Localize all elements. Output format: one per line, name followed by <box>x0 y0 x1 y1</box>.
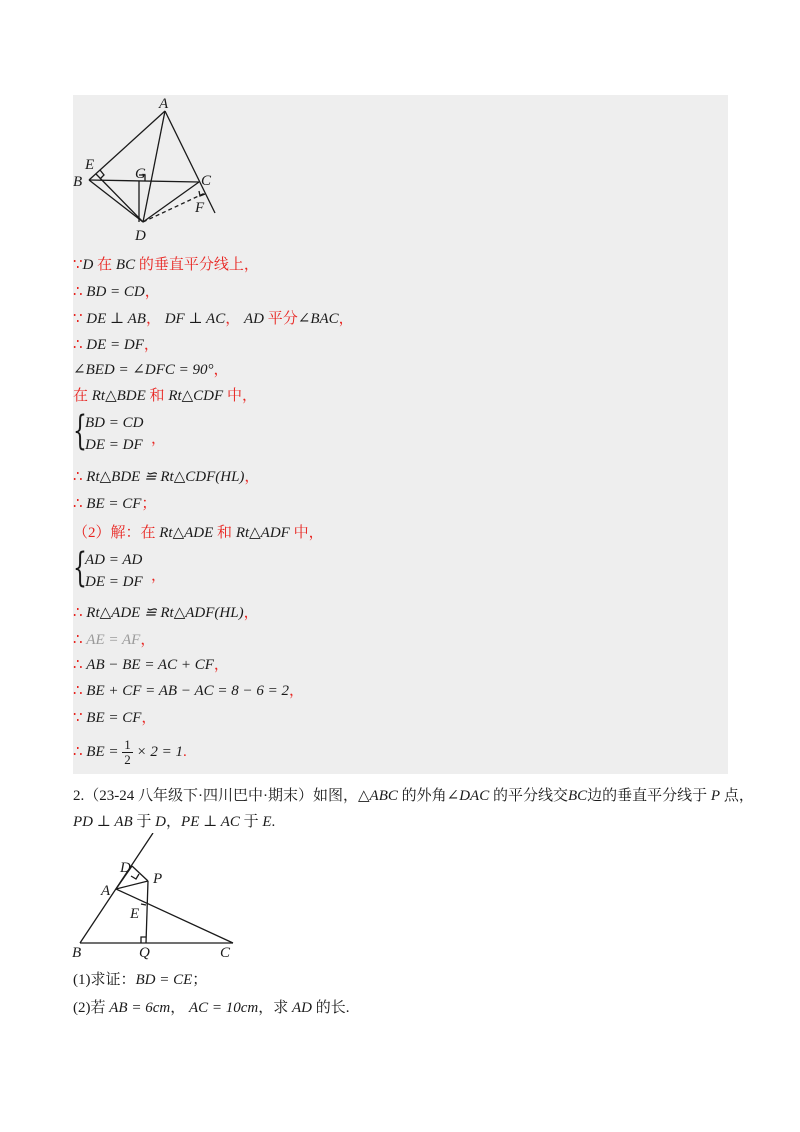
solution-line-12 <box>73 655 229 675</box>
text: ， <box>213 657 229 673</box>
text: (2)若 <box>73 1000 110 1016</box>
label-d: D <box>135 228 146 244</box>
text: 于 <box>239 814 263 830</box>
therefore-symbol: ∴ <box>73 744 87 760</box>
math-text: Rt△BDE <box>91 388 146 404</box>
math-text: BC <box>115 257 136 273</box>
figure-1 <box>73 95 273 250</box>
equation-system-1 <box>73 408 273 457</box>
math-text: BD = CD <box>86 284 145 300</box>
solution-line-4 <box>73 335 159 355</box>
text: 中， <box>289 525 324 541</box>
math-text: BE = <box>86 744 119 760</box>
math-text: AC = 10cm <box>188 1000 259 1016</box>
text: ，求 <box>258 1000 292 1016</box>
solution-line-13 <box>73 681 304 701</box>
therefore-symbol: ∴ <box>73 632 87 648</box>
math-text: Rt△BDE ≌ Rt△CDF(HL) <box>86 469 245 485</box>
math-text: DE = DF <box>86 337 144 353</box>
text: 点， <box>720 788 754 804</box>
math-text: ∠DAC <box>446 788 490 804</box>
text: ， <box>288 683 304 699</box>
label-c: C <box>201 173 212 189</box>
math-text: AD <box>243 311 264 327</box>
text: ， <box>166 814 182 830</box>
because-symbol: ∵ <box>73 311 87 327</box>
label-g: G <box>135 166 146 182</box>
equation-system-2 <box>73 545 273 594</box>
math-text: PD ⊥ AB <box>73 814 133 830</box>
text: ； <box>141 496 157 512</box>
fraction <box>122 738 133 767</box>
denominator: 2 <box>124 752 131 768</box>
math-text: BE = CF <box>86 496 142 512</box>
text: 在 <box>73 388 92 404</box>
solution-line-14 <box>73 708 156 728</box>
math-text: D <box>82 257 94 273</box>
label-p: P <box>153 871 163 887</box>
text: 和 <box>213 525 236 541</box>
solution-line-9 <box>73 523 324 543</box>
equation-row: AD = AD <box>85 552 143 568</box>
text: ， <box>243 605 259 621</box>
solution-line-15 <box>73 737 187 767</box>
text: 中， <box>223 388 257 404</box>
math-text: Rt△ADE <box>159 525 214 541</box>
math-text: BE + CF = AB − AC = 8 − 6 = 2 <box>86 683 289 699</box>
text: ， <box>213 362 229 378</box>
label-d: D <box>120 860 131 876</box>
math-text: DE ⊥ AB <box>86 311 146 327</box>
question-2-line-2 <box>73 812 275 832</box>
math-text: AB − BE = AC + CF <box>86 657 214 673</box>
comma: ， <box>151 431 167 447</box>
brace: { <box>73 545 87 591</box>
label-b: B <box>72 945 82 961</box>
solution-line-1 <box>73 255 259 275</box>
text: 的长. <box>312 1000 350 1016</box>
math-text: △ABC <box>358 788 398 804</box>
equation-row: DE = DF <box>85 574 143 590</box>
text: ； <box>192 972 208 988</box>
comma: ， <box>151 568 167 584</box>
math-text: BE = CF <box>86 710 142 726</box>
text: ， <box>244 469 260 485</box>
text: . <box>183 744 187 760</box>
math-text: AB = 6cm <box>109 1000 171 1016</box>
text: ， <box>144 284 160 300</box>
therefore-symbol: ∴ <box>73 284 87 300</box>
text: ， <box>141 710 157 726</box>
text: 边的垂直平分线于 <box>587 788 711 804</box>
question-2-line-1 <box>73 786 754 806</box>
label-f: F <box>195 200 205 216</box>
label-a: A <box>159 96 169 112</box>
math-text: Rt△ADF <box>235 525 290 541</box>
equation-row: DE = DF <box>85 437 143 453</box>
equation-row: BD = CD <box>85 415 144 431</box>
text: 和 <box>145 388 169 404</box>
text: 于 <box>132 814 156 830</box>
figure-2 <box>70 833 250 961</box>
text: (1)求证： <box>73 972 136 988</box>
therefore-symbol: ∴ <box>73 683 87 699</box>
text: ， <box>170 1000 189 1016</box>
math-text: Rt△CDF <box>168 388 224 404</box>
label-q: Q <box>139 945 150 961</box>
therefore-symbol: ∴ <box>73 605 87 621</box>
math-text: ∠BED = ∠DFC = 90° <box>73 362 214 378</box>
question-2-part-2 <box>73 998 350 1018</box>
math-text: ∠BAC <box>297 311 339 327</box>
label-b: B <box>73 174 83 190</box>
solution-line-7 <box>73 467 259 487</box>
therefore-symbol: ∴ <box>73 337 87 353</box>
solution-line-2 <box>73 282 160 302</box>
math-text: × 2 = 1 <box>136 744 183 760</box>
brace: { <box>73 408 87 454</box>
text: 的平分线交 <box>489 788 568 804</box>
therefore-symbol: ∴ <box>73 469 87 485</box>
math-text: AE = AF <box>86 632 141 648</box>
text: 在 <box>93 257 116 273</box>
text: ， <box>140 632 156 648</box>
question-2-part-1 <box>73 970 207 990</box>
math-text: Rt△ADE ≌ Rt△ADF(HL) <box>86 605 244 621</box>
math-text: BD = CE <box>135 972 193 988</box>
text: . <box>271 814 276 830</box>
text: 2.（23-24 八年级下·四川巴中·期末）如图， <box>73 788 358 804</box>
text: ， <box>225 311 244 327</box>
therefore-symbol: ∴ <box>73 496 87 512</box>
math-text: D <box>155 814 167 830</box>
solution-line-3 <box>73 309 354 329</box>
label-c: C <box>220 945 231 961</box>
because-symbol: ∵ <box>73 257 83 273</box>
text: 平分 <box>263 311 298 327</box>
text: ， <box>145 311 165 327</box>
label-e: E <box>85 157 95 173</box>
solution-line-8 <box>73 494 156 514</box>
math-text: BC <box>567 788 588 804</box>
solution-line-11 <box>73 630 155 650</box>
solution-panel <box>73 95 728 774</box>
label-a: A <box>101 883 111 899</box>
math-text: P <box>710 788 721 804</box>
math-text: E <box>262 814 272 830</box>
numerator: 1 <box>124 737 131 753</box>
solution-line-6 <box>73 386 257 406</box>
because-symbol: ∵ <box>73 710 87 726</box>
solution-line-10 <box>73 603 259 623</box>
text: （2）解：在 <box>73 525 160 541</box>
text: ， <box>143 337 159 353</box>
solution-line-5 <box>73 360 229 380</box>
text: 的垂直平分线上， <box>135 257 259 273</box>
math-text: PE ⊥ AC <box>181 814 240 830</box>
text: 的外角 <box>397 788 447 804</box>
text: ， <box>338 311 354 327</box>
math-text: DF ⊥ AC <box>164 311 226 327</box>
therefore-symbol: ∴ <box>73 657 87 673</box>
label-e: E <box>130 906 140 922</box>
math-text: AD <box>292 1000 312 1016</box>
